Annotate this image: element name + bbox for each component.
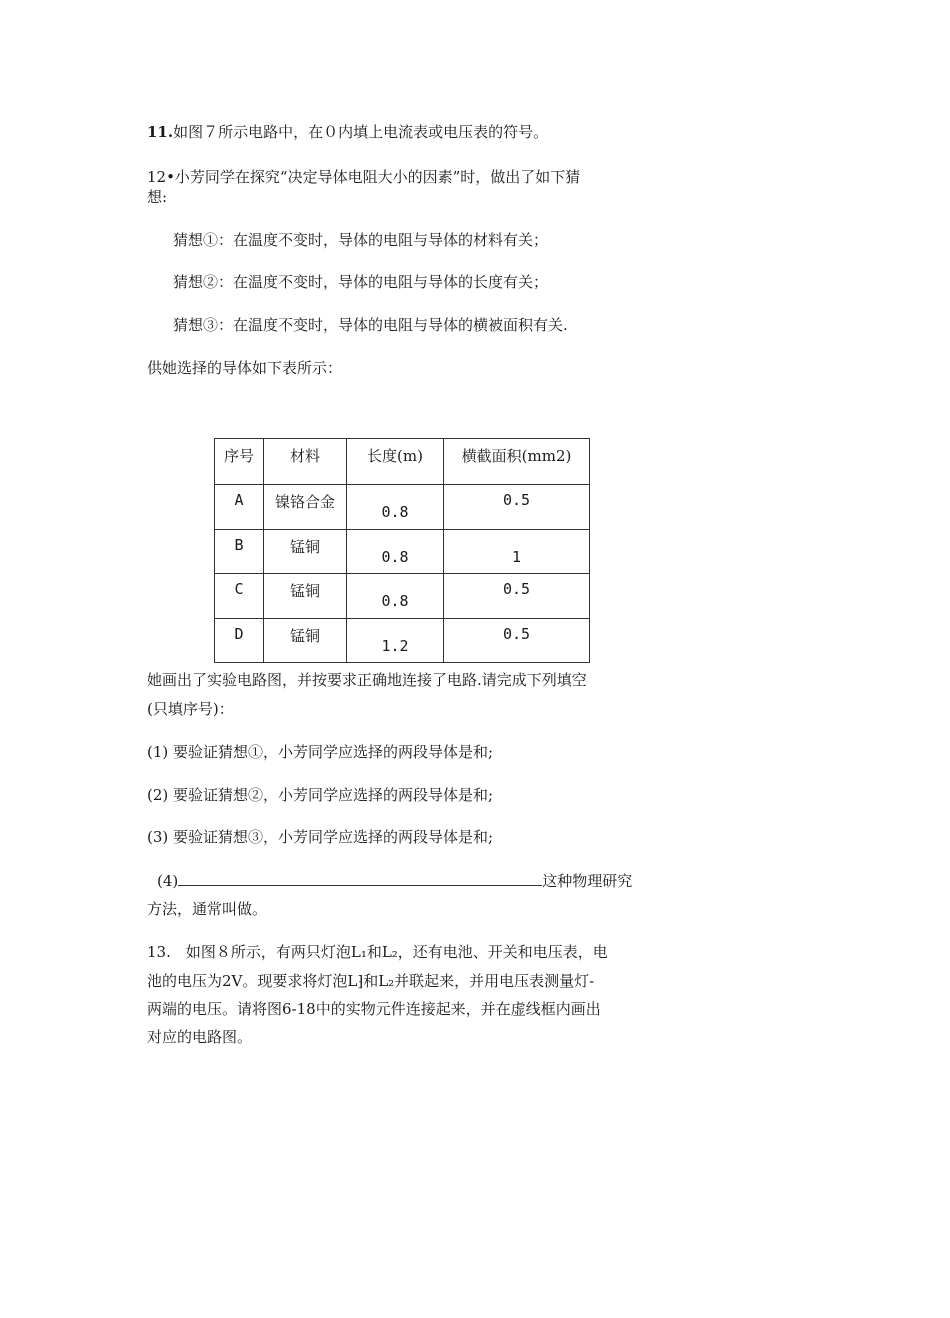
- cell-area: 0.5: [444, 618, 590, 663]
- cell-material: 锰铜: [264, 529, 347, 574]
- header-length: 长度(m): [347, 439, 444, 485]
- cell-length: 1.2: [347, 618, 444, 663]
- cell-id: A: [215, 485, 264, 530]
- header-area: 横截面积(mm2): [444, 439, 590, 485]
- question-13-line1: 13. 如图８所示，有两只灯泡L₁和L₂，还有电池、开关和电压表，电: [147, 943, 608, 961]
- fill-item-4-tail: 这种物理研究: [542, 872, 633, 890]
- fill-item-1: (1) 要验证猜想①，小芳同学应选择的两段导体是和;: [147, 743, 494, 761]
- header-id: 序号: [215, 439, 264, 485]
- question-13-line2: 池的电压为2V。现要求将灯泡L⁆和L₂并联起来，并用电压表测量灯-: [147, 972, 595, 990]
- cell-id: C: [215, 574, 264, 619]
- question-11: [147, 121, 548, 143]
- cell-id: B: [215, 529, 264, 574]
- table-row: [215, 574, 590, 619]
- after-table-line2: (只填序号)：: [147, 700, 234, 718]
- table-row: [215, 618, 590, 663]
- conductor-table: [214, 438, 590, 663]
- header-material: 材料: [264, 439, 347, 485]
- cell-length: 0.8: [347, 574, 444, 619]
- guess-1: 猜想①：在温度不变时，导体的电阻与导体的材料有关；: [173, 231, 549, 249]
- question-11-number: 11.: [147, 123, 174, 141]
- question-13-line4: 对应的电路图。: [147, 1028, 253, 1046]
- after-table-line1: 她画出了实验电路图，并按要求正确地连接了电路.请完成下列填空: [147, 671, 587, 689]
- question-12-intro-line2: 想:: [147, 188, 168, 206]
- question-11-text: 如图７所示电路中，在０内填上电流表或电压表的符号。: [173, 123, 549, 141]
- answer-blank: [178, 869, 542, 886]
- fill-item-2: (2) 要验证猜想②，小芳同学应选择的两段导体是和;: [147, 786, 494, 804]
- guess-2: 猜想②：在温度不变时，导体的电阻与导体的长度有关；: [173, 273, 549, 291]
- guess-3: 猜想③：在温度不变时，导体的电阻与导体的横被面积有关.: [173, 316, 568, 334]
- question-12-intro-line1: 12•小芳同学在探究“决定导体电阻大小的因素”时，做出了如下猜: [147, 168, 581, 186]
- fill-item-4: [157, 869, 632, 892]
- cell-area: 0.5: [444, 485, 590, 530]
- cell-material: 锰铜: [264, 618, 347, 663]
- table-header-row: [215, 439, 590, 485]
- cell-length: 0.8: [347, 529, 444, 574]
- cell-area: 0.5: [444, 574, 590, 619]
- fill-item-4-line2: 方法，通常叫做。: [147, 900, 268, 918]
- cell-material: 镍铬合金: [264, 485, 347, 530]
- cell-material: 锰铜: [264, 574, 347, 619]
- table-row: [215, 485, 590, 530]
- question-13-line3: 两端的电压。请将图6-18中的实物元件连接起来，并在虚线框内画出: [147, 1000, 601, 1018]
- table-intro: 供她选择的导体如下表所示：: [147, 359, 343, 377]
- fill-item-4-label: (4): [157, 872, 179, 890]
- cell-length: 0.8: [347, 485, 444, 530]
- fill-item-3: (3) 要验证猜想③，小芳同学应选择的两段导体是和;: [147, 828, 494, 846]
- table-row: [215, 529, 590, 574]
- cell-area: 1: [444, 529, 590, 574]
- cell-id: D: [215, 618, 264, 663]
